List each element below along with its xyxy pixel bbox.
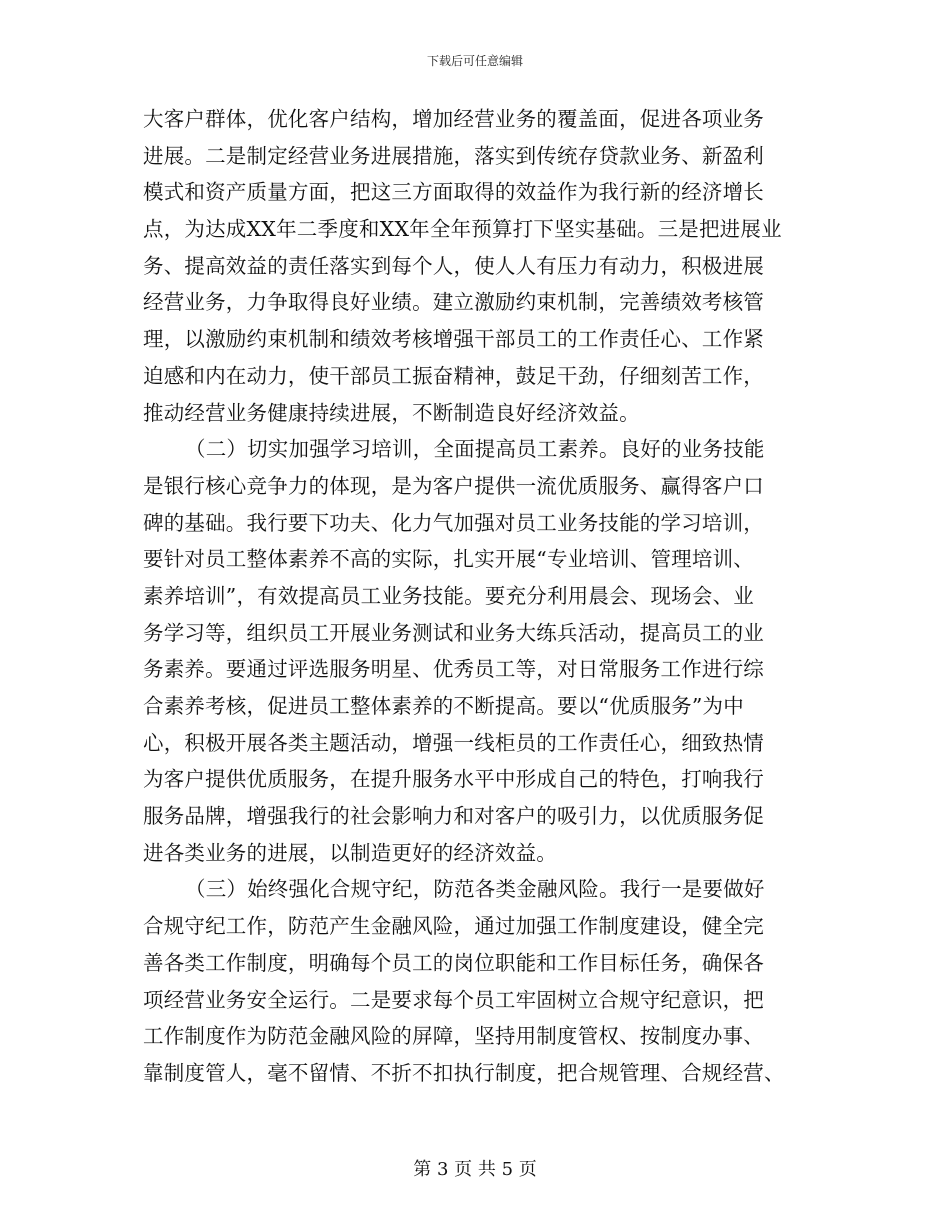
text-line: 靠制度管人，毫不留情、不折不扣执行制度，把合规管理、合规经营、 bbox=[143, 1060, 785, 1085]
text-line: 经营业务，力争取得良好业绩。建立激励约束机制，完善绩效考核管 bbox=[143, 290, 764, 315]
text-line: 点，为达成XX年二季度和XX年全年预算打下坚实基础。三是把进展业 bbox=[143, 217, 782, 242]
text-line: 务素养。要通过评选服务明星、优秀员工等，对日常服务工作进行综 bbox=[143, 657, 764, 682]
text-line: 理，以激励约束机制和绩效考核增强干部员工的工作责任心、工作紧 bbox=[143, 327, 764, 352]
text-line: 合规守纪工作，防范产生金融风险，通过加强工作制度建设，健全完 bbox=[143, 914, 764, 939]
text-line: 合素养考核，促进员工整体素养的不断提高。要以“优质服务”为中 bbox=[143, 694, 744, 718]
document-body bbox=[143, 101, 808, 1092]
text-line: 项经营业务安全运行。二是要求每个员工牢固树立合规守纪意识，把 bbox=[143, 987, 764, 1012]
text-line: 服务品牌，增强我行的社会影响力和对客户的吸引力，以优质服务促 bbox=[143, 804, 764, 829]
text-line: 推动经营业务健康持续进展，不断制造良好经济效益。 bbox=[143, 400, 640, 425]
text-line: 模式和资产质量方面，把这三方面取得的效益作为我行新的经济增长 bbox=[143, 180, 764, 205]
text-line: 进各类业务的进展，以制造更好的经济效益。 bbox=[143, 840, 557, 865]
text-line: 碑的基础。我行要下功夫、化力气加强对员工业务技能的学习培训， bbox=[143, 510, 764, 535]
text-line: 务、提高效益的责任落实到每个人，使人人有压力有动力，积极进展 bbox=[143, 253, 764, 278]
text-line: 务学习等，组织员工开展业务测试和业务大练兵活动，提高员工的业 bbox=[143, 620, 764, 645]
text-line: （二）切实加强学习培训，全面提高员工素养。良好的业务技能 bbox=[185, 437, 765, 462]
text-line: 进展。二是制定经营业务进展措施，落实到传统存贷款业务、新盈利 bbox=[143, 143, 764, 168]
text-line: 工作制度作为防范金融风险的屏障，坚持用制度管权、按制度办事、 bbox=[143, 1024, 764, 1049]
text-line: 迫感和内在动力，使干部员工振奋精神，鼓足干劲，仔细刻苦工作， bbox=[143, 363, 764, 388]
text-line: 心，积极开展各类主题活动，增强一线柜员的工作责任心，细致热情 bbox=[143, 730, 764, 755]
text-line: 大客户群体，优化客户结构，增加经营业务的覆盖面，促进各项业务 bbox=[143, 107, 764, 131]
text-line: （三）始终强化合规守纪，防范各类金融风险。我行一是要做好 bbox=[185, 877, 765, 902]
text-line: 为客户提供优质服务，在提升服务水平中形成自己的特色，打响我行 bbox=[143, 767, 764, 792]
page-header: 下载后可任意编辑 bbox=[426, 54, 523, 68]
text-line: 要针对员工整体素养不高的实际，扎实开展“专业培训、管理培训、 bbox=[143, 547, 754, 572]
text-line: 善各类工作制度，明确每个员工的岗位职能和工作目标任务，确保各 bbox=[143, 950, 764, 975]
text-line: 素养培训”，有效提高员工业务技能。要充分利用晨会、现场会、业 bbox=[143, 583, 754, 608]
text-line: 是银行核心竞争力的体现，是为客户提供一流优质服务、赢得客户口 bbox=[143, 473, 764, 498]
page-footer: 第 3 页 共 5 页 bbox=[413, 1159, 537, 1180]
